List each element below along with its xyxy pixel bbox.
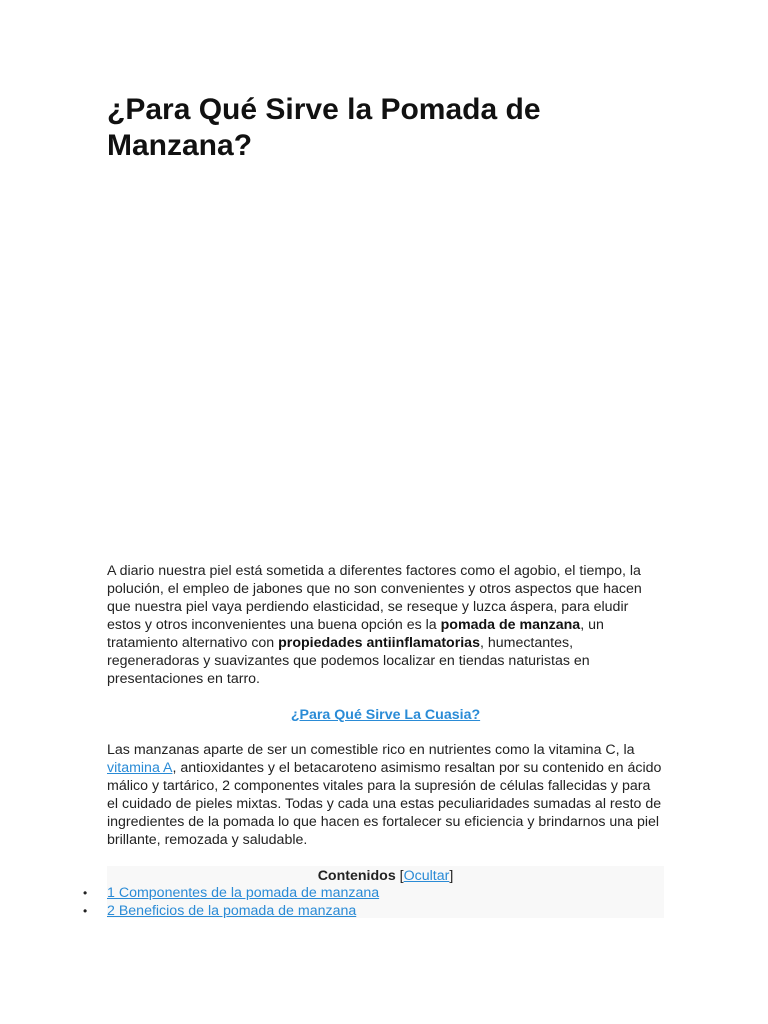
related-link-cuasia[interactable]: ¿Para Qué Sirve La Cuasia? [290, 707, 481, 723]
toc-header [107, 866, 664, 885]
toc-item-link-componentes[interactable]: 1 Componentes de la pomada de manzana [107, 885, 380, 901]
intro-bold-pomada: pomada de manzana [440, 617, 581, 633]
toc-item [83, 902, 379, 920]
toc-bracket-open: [ [399, 868, 404, 884]
toc-toggle-link[interactable]: Ocultar [403, 868, 450, 884]
intro-text-1: A diario nuestra piel está sometida a diferentes factores como el agobio, el tiempo, la polución, el empleo de jabones que no son convenientes y otros aspectos que hacen que nuestra piel vaya perdiendo elasticidad, se reseque y luzca áspera, para eludir estos y otros inconvenientes una buena opción es la [107, 563, 642, 633]
intro-bold-propiedades: propiedades antiinflamatorias [278, 635, 480, 651]
toc-item-link-beneficios[interactable]: 2 Beneficios de la pomada de manzana [107, 903, 357, 919]
article-image-placeholder [107, 180, 664, 550]
body-text-2: , antioxidantes y el betacaroteno asimismo resaltan por su contenido en ácido málico y tartárico, 2 componentes vitales para la supresión de células fallecidas y para el cuidado de pieles mixtas. Todas y cada una estas peculiaridades sumadas al resto de ingredientes de la pomada lo que hacen es fortalecer su eficiencia y brindarnos una piel brillante, remozada y saludable. [107, 760, 662, 848]
toc-list [83, 884, 379, 920]
bullet-icon: • [83, 904, 88, 918]
bullet-icon: • [83, 886, 88, 900]
toc-bracket-close: ] [449, 868, 454, 884]
body-paragraph [107, 741, 664, 849]
toc-item [83, 884, 379, 902]
intro-text-2: , un tratamiento alternativo con [107, 617, 604, 651]
vitamina-a-link[interactable]: vitamina A [107, 760, 173, 776]
related-link-block [107, 706, 664, 724]
toc-title: Contenidos [317, 868, 396, 884]
article-title: ¿Para Qué Sirve la Pomada de Manzana? [107, 93, 541, 162]
intro-paragraph [107, 562, 664, 688]
table-of-contents [83, 866, 664, 919]
body-text-1: Las manzanas aparte de ser un comestible rico en nutrientes como la vitamina C, la [107, 742, 635, 758]
intro-text-3: , humectantes, regeneradoras y suavizantes que podemos localizar en tiendas naturistas en presentaciones en tarro. [107, 635, 590, 687]
